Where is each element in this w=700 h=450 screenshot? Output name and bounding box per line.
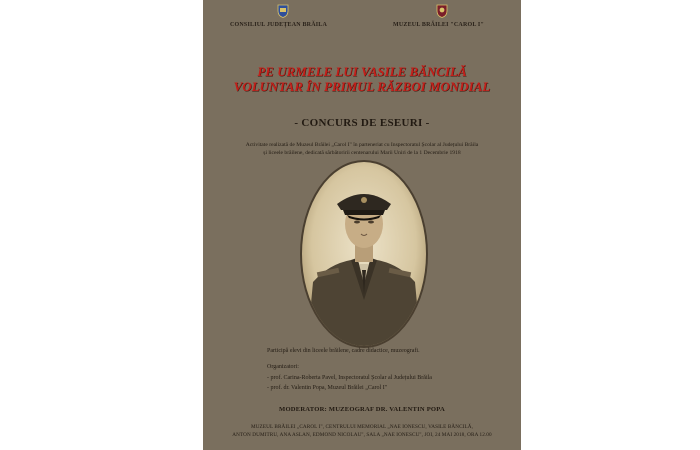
organizer-item: - prof. Carina-Roberta Pavel, Inspectoratul Școlar al Județului Brăila: [267, 375, 432, 381]
venue-line-1: MUZEUL BRĂILEI „CAROL I", CENTRULUI MEMORIAL „NAE IONESCU, VASILE BĂNCILĂ,: [251, 424, 473, 430]
museum-crest-icon: [436, 4, 448, 18]
county-coat-of-arms-icon: [277, 4, 289, 18]
poster-subtitle: - CONCURS DE ESEURI -: [294, 117, 430, 129]
description-line-2: și liceele brăilene, dedicată sărbătoririi centenarului Marii Uniri de la 1 Decembrie 1918: [263, 150, 461, 156]
title-line-1: PE URMELE LUI VASILE BĂNCILĂ: [257, 64, 467, 79]
venue-details: [209, 423, 515, 439]
title-line-2: VOLUNTAR ÎN PRIMUL RĂZBOI MONDIAL: [233, 79, 491, 94]
organizer-item: - prof. dr. Valentin Popa, Muzeul Brăilei „Carol I": [267, 385, 388, 391]
museum-name: MUZEUL BRĂILEI "CAROL I": [393, 22, 484, 28]
portrait-photo: [299, 160, 429, 348]
moderator-line: MODERATOR: MUZEOGRAF DR. VALENTIN POPA: [279, 406, 445, 413]
event-description: [215, 141, 509, 157]
county-council-name: CONSILIUL JUDEȚEAN BRĂILA: [230, 22, 328, 28]
venue-line-2: ANTON DUMITRU, ANA ASLAN, EDMOND NICOLAU", SALA „NAE IONESCU", JOI, 24 MAI 2018, ORA 12.00: [232, 432, 492, 438]
organizers-list: [267, 373, 432, 393]
organizers-label: Organizatori:: [267, 364, 299, 370]
participants-note: Participă elevi din liceele brăilene, cadre didactice, muzeografi.: [267, 348, 420, 354]
description-line-1: Activitate realizată de Muzeul Brăilei „Carol I" în parteneriat cu Inspectoratul Școlar al Județului Brăila: [245, 142, 479, 148]
poster-title: [203, 64, 521, 94]
event-poster: [203, 0, 521, 450]
